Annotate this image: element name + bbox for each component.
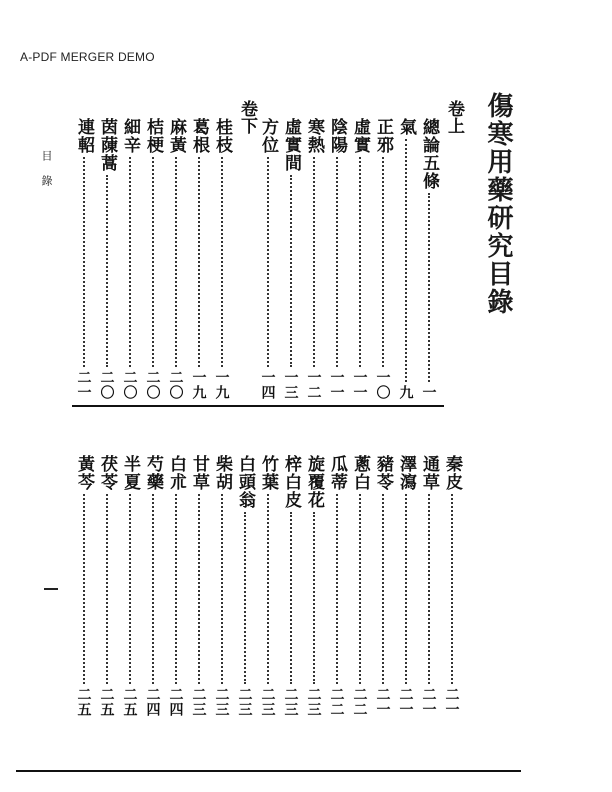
entry-page: 二四 — [144, 687, 161, 717]
leader-dots — [359, 157, 361, 367]
toc-bottom-section — [72, 455, 463, 717]
toc-entry[interactable] — [141, 455, 164, 717]
entry-page: 二〇 — [167, 370, 184, 400]
entry-name: 葛根 — [189, 118, 209, 154]
entry-page: 二二 — [351, 687, 368, 717]
leader-dots — [221, 494, 223, 684]
toc-entry[interactable] — [371, 455, 394, 717]
toc-entry[interactable] — [164, 455, 187, 717]
toc-entry[interactable] — [394, 118, 417, 400]
entry-name: 澤瀉 — [396, 455, 416, 491]
toc-entry[interactable] — [325, 455, 348, 717]
entry-name: 瓜蒂 — [327, 455, 347, 491]
entry-name: 秦皮 — [442, 455, 462, 491]
entry-page: 一九 — [213, 370, 230, 400]
volume-upper-label: 卷上 — [444, 100, 464, 134]
entry-page: 二〇 — [98, 370, 115, 400]
leader-dots — [152, 157, 154, 367]
toc-entry[interactable] — [371, 118, 394, 400]
volume-lower-label: 卷下 — [237, 100, 257, 134]
entry-page: 二四 — [167, 687, 184, 717]
leader-dots — [382, 157, 384, 367]
entry-name: 白朮 — [166, 455, 186, 491]
entry-page: 一〇 — [374, 370, 391, 400]
entry-name: 梓白皮 — [281, 455, 301, 509]
entry-page: 一三 — [282, 370, 299, 400]
entry-page: 二〇 — [121, 370, 138, 400]
entry-name: 通草 — [419, 455, 439, 491]
entry-page: 一一 — [351, 370, 368, 400]
leader-dots — [129, 494, 131, 684]
entry-name: 豬苓 — [373, 455, 393, 491]
leader-dots — [382, 494, 384, 684]
leader-dots — [221, 157, 223, 367]
leader-dots — [313, 157, 315, 367]
entry-name: 半夏 — [120, 455, 140, 491]
entry-name: 茵蔯蒿 — [97, 118, 117, 172]
entry-name: 芍藥 — [143, 455, 163, 491]
entry-name: 氣 — [396, 118, 416, 136]
entry-name: 連軺 — [74, 118, 94, 154]
toc-entry[interactable] — [325, 118, 348, 400]
leader-dots — [290, 512, 292, 684]
entry-page: 二三 — [259, 687, 276, 717]
entry-page: 二一 — [420, 687, 437, 717]
entry-name: 柴胡 — [212, 455, 232, 491]
watermark-text: A-PDF MERGER DEMO — [20, 50, 155, 64]
footer-rule — [16, 770, 521, 772]
volume-upper-heading — [440, 100, 464, 400]
leader-dots — [83, 157, 85, 367]
leader-dots — [175, 157, 177, 367]
entry-page: 二三 — [282, 687, 299, 717]
toc-entry[interactable] — [187, 118, 210, 400]
entry-page: 二一 — [374, 687, 391, 717]
leader-dots — [451, 494, 453, 684]
entry-name: 桂枝 — [212, 118, 232, 154]
entry-page: 二一 — [397, 687, 414, 717]
entry-page: 一 — [420, 385, 437, 400]
toc-entry[interactable] — [72, 455, 95, 717]
toc-entry[interactable] — [72, 118, 95, 400]
toc-entry[interactable] — [302, 118, 325, 400]
entry-name: 虛實 — [350, 118, 370, 154]
toc-entry[interactable] — [394, 455, 417, 717]
entry-name: 桔梗 — [143, 118, 163, 154]
volume-lower-heading — [233, 100, 257, 400]
toc-entry[interactable] — [348, 118, 371, 400]
running-header: 目錄 — [40, 150, 53, 200]
entry-page: 二〇 — [144, 370, 161, 400]
leader-dots — [106, 175, 108, 367]
leader-dots — [83, 494, 85, 684]
entry-page: 一九 — [190, 370, 207, 400]
toc-entry[interactable] — [210, 118, 233, 400]
toc-entry[interactable] — [141, 118, 164, 400]
entry-page: 二一 — [75, 370, 92, 400]
leader-dots — [336, 494, 338, 684]
entry-name: 茯苓 — [97, 455, 117, 491]
toc-entry[interactable] — [417, 455, 440, 717]
entry-page: 二三 — [190, 687, 207, 717]
section-divider — [72, 405, 444, 407]
leader-dots — [175, 494, 177, 684]
toc-entry[interactable] — [187, 455, 210, 717]
toc-entry[interactable] — [95, 118, 118, 400]
entry-page: 一二 — [305, 370, 322, 400]
entry-name: 竹葉 — [258, 455, 278, 491]
entry-page: 二二 — [328, 687, 345, 717]
toc-top-section — [72, 100, 464, 400]
toc-entry[interactable] — [348, 455, 371, 717]
page-number-mark — [44, 588, 58, 590]
leader-dots — [129, 157, 131, 367]
toc-entry[interactable] — [417, 118, 440, 400]
toc-entry[interactable] — [256, 118, 279, 400]
leader-dots — [198, 494, 200, 684]
entry-page: 二三 — [305, 687, 322, 717]
leader-dots — [428, 193, 430, 382]
entry-page: 二五 — [98, 687, 115, 717]
leader-dots — [428, 494, 430, 684]
entry-page: 二三 — [213, 687, 230, 717]
leader-dots — [359, 494, 361, 684]
leader-dots — [198, 157, 200, 367]
entry-page: 二五 — [121, 687, 138, 717]
leader-dots — [313, 512, 315, 684]
page-title: 傷寒用藥研究目錄 — [483, 92, 513, 316]
toc-entry[interactable] — [440, 455, 463, 717]
entry-name: 總論五條 — [419, 118, 439, 190]
entry-name: 白頭翁 — [235, 455, 255, 509]
toc-entry[interactable] — [210, 455, 233, 717]
toc-entry[interactable] — [279, 118, 302, 400]
entry-name: 甘草 — [189, 455, 209, 491]
leader-dots — [267, 157, 269, 367]
toc-entry[interactable] — [118, 455, 141, 717]
toc-entry[interactable] — [95, 455, 118, 717]
leader-dots — [290, 175, 292, 367]
toc-entry[interactable] — [256, 455, 279, 717]
entry-name: 陰陽 — [327, 118, 347, 154]
leader-dots — [244, 512, 246, 684]
leader-dots — [267, 494, 269, 684]
entry-page: 二三 — [236, 687, 253, 717]
entry-page: 二五 — [75, 687, 92, 717]
toc-entry[interactable] — [118, 118, 141, 400]
entry-name: 寒熱 — [304, 118, 324, 154]
entry-page: 一四 — [259, 370, 276, 400]
leader-dots — [405, 139, 407, 382]
toc-entry[interactable] — [164, 118, 187, 400]
toc-entry[interactable] — [279, 455, 302, 717]
leader-dots — [152, 494, 154, 684]
leader-dots — [106, 494, 108, 684]
entry-page: 二一 — [443, 687, 460, 717]
entry-name: 麻黃 — [166, 118, 186, 154]
leader-dots — [336, 157, 338, 367]
entry-name: 正邪 — [373, 118, 393, 154]
entry-name: 蔥白 — [350, 455, 370, 491]
entry-name: 旋覆花 — [304, 455, 324, 509]
entry-page: 一一 — [328, 370, 345, 400]
entry-name: 虛實間 — [281, 118, 301, 172]
entry-name: 方位 — [258, 118, 278, 154]
entry-name: 細辛 — [120, 118, 140, 154]
toc-entry[interactable] — [302, 455, 325, 717]
entry-page: 九 — [397, 385, 414, 400]
toc-entry[interactable] — [233, 455, 256, 717]
leader-dots — [405, 494, 407, 684]
entry-name: 黃芩 — [74, 455, 94, 491]
